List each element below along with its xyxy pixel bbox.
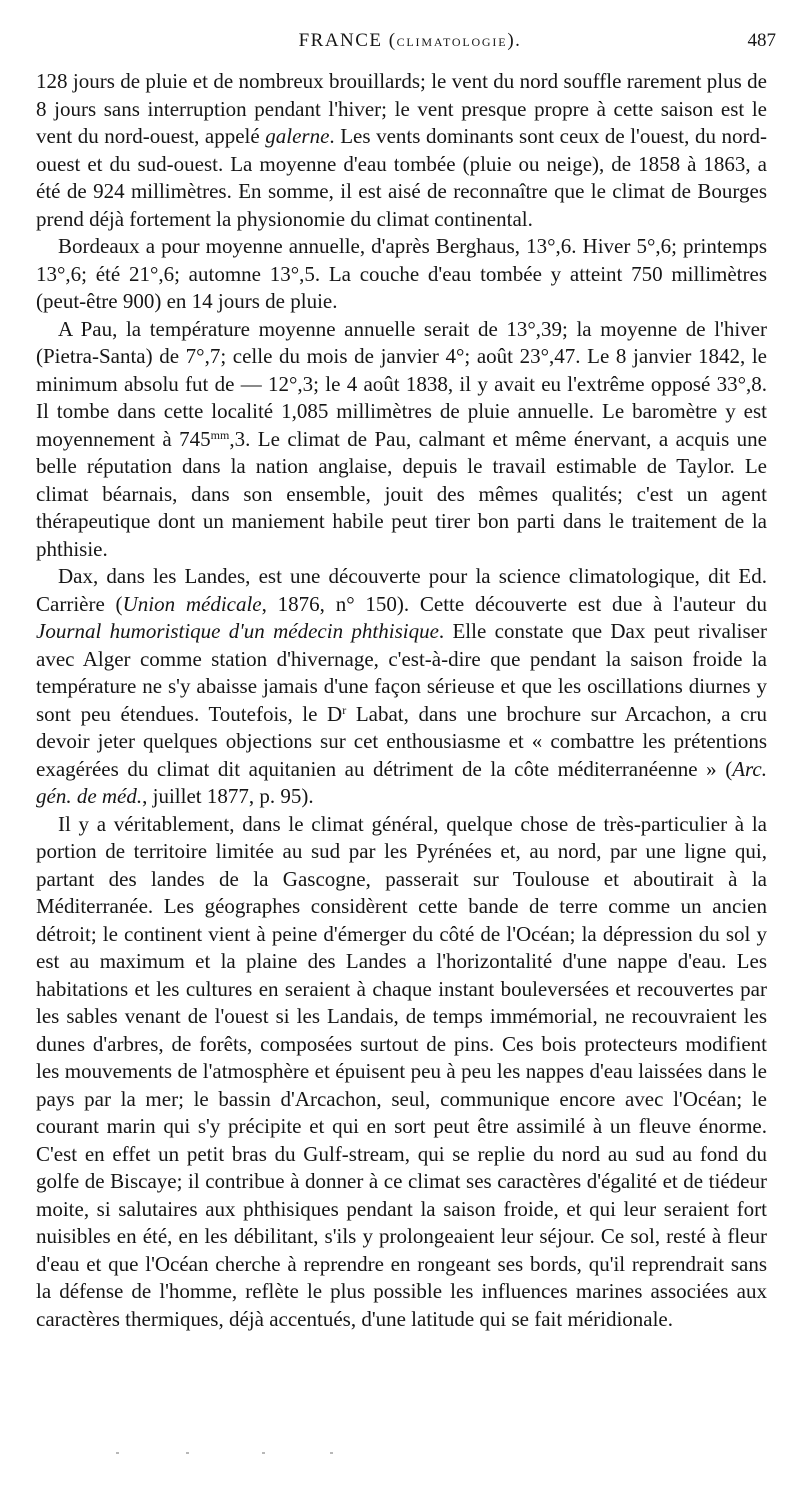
running-title-main: FRANCE ( xyxy=(298,30,397,51)
text-run: Il y a véritablement, dans le climat général, quelque chose de très-particulier à la portion de territoire limitée au sud par les Pyrénées et, au nord, par une ligne qui, partant des landes de la Gascogne, passerait sur Toulouse et aboutirait à la Méditerranée. Les géographes considèrent cette bande de terre comme un ancien détroit; le continent vient à peine d'émerger du côté de l'Océan; la dépression du sol y est au maximum et la plaine des Landes a l'horizontalité d'une nappe d'eau. Les habitations et les cultures en seraient à chaque instant bouleversées et recouvertes par les sables venant de l'ouest si les Landais, de temps immémorial, ne recouvraient les dunes d'arbres, de forêts, composées surtout de pins. Ces bois protecteurs modifient les mouvements de l'atmosphère et épuisent peu à peu les nappes d'eau laissées dans le pays par la mer; le bassin d'Arcachon, seul, communique encore avec l'Océan; le courant marin qui s'y précipite et qui en sort peut être assimilé à un fleuve énorme. C'est en effet un petit bras du Gulf-stream, qui se replie du nord au sud au fond du golfe de Biscaye; il contribue à donner à ce climat ses caractères d'égalité et de tiédeur moite, si salutaires aux phthisiques pendant la saison froide, et qui leur seraient fort nuisibles en été, en les débilitant, s'ils y prolongeaient leur séjour. Ce sol, resté à fleur d'eau et que l'Océan cherche à reprendre en rongeant ses bords, qu'il reprendrait sans la défense de l'homme, reflète le plus possible les influences marines associées aux caractères thermiques, déjà accentués, d'une latitude qui se fait méridionale. xyxy=(36,811,767,1331)
text-run: Bordeaux a pour moyenne annuelle, d'après Berghaus, 13°,6. Hiver 5°,6; printemps 13°,6; été 21°,6; automne 13°,5. La couche d'eau tombée y atteint 750 millimètres (peut-être 900) en 14 jours de pluie. xyxy=(36,234,767,313)
text-run: A Pau, la température moyenne annuelle serait de 13°,39; la moyenne de l'hiver (Pietra-Santa) de 7°,7; celle du mois de janvier 4°; août 23°,47. Le 8 janvier 1842, le minimum absolu fut de — 12°,3; le 4 août 1838, il y avait eu l'extrême opposé 33°,8. Il tombe dans cette localité 1,085 millimètres de pluie annuelle. Le baromètre y est moyennement à 745 xyxy=(36,316,767,451)
text-run: Labat, dans une brochure sur Arcachon, a cru devoir jeter quelques objections sur cet enthousiasme et « combattre les prétentions exagérées du climat dit aquitanien au détriment de la côte méditerranéenne » ( xyxy=(36,701,767,781)
italic-citation: Journal humoristique d'un médecin phthisique xyxy=(36,619,439,643)
text-run: , 1876, n° 150). Cette découverte est due à l'auteur du xyxy=(261,591,768,616)
paragraph-bordeaux xyxy=(36,233,767,316)
text-run: Dax, dans les Landes, est une découverte pour la science climatologique, dit Ed. Carrière ( xyxy=(36,564,767,616)
paragraph-dax xyxy=(36,563,767,811)
page-number: 487 xyxy=(747,30,776,51)
text-run: . Elle constate que Dax peut rivaliser avec Alger comme station d'hivernage, c'est-à-dire que pendant la saison froide la température ne s'y abaisse jamais d'une façon sérieuse et que les oscillations diurnes y sont peu étendues. Toutefois, le D xyxy=(36,619,767,726)
paragraph-pau xyxy=(36,316,767,564)
paragraph-landes xyxy=(36,811,767,1334)
italic-citation: Union médicale xyxy=(122,591,262,616)
scan-speck xyxy=(262,1452,265,1454)
text-run: 128 jours de pluie et de nombreux brouillards; le vent du nord souffle rarement plus de 8 jours sans interruption pendant l'hiver; le vent presque propre à cette saison est le vent du nord-ouest, appelé xyxy=(36,69,767,148)
text-run: ,3. Le climat de Pau, calmant et même énervant, a acquis une belle réputation dans la nation anglaise, depuis le travail estimable de Taylor. Le climat béarnais, dans son ensemble, jouit des mêmes qualités; c'est un agent thérapeutique dont un maniement habile peut tirer bon parti dans le traitement de la phthisie. xyxy=(36,426,767,561)
body-text xyxy=(36,68,767,1333)
text-run: . Les vents dominants sont ceux de l'ouest, du nord-ouest et du sud-ouest. La moyenne d'eau tombée (pluie ou neige), de 1858 à 1863, a été de 924 millimètres. En somme, il est aisé de reconnaître que le climat de Bourges prend déjà fortement la physionomie du climat continental. xyxy=(36,124,767,231)
running-title-end: ). xyxy=(507,30,522,51)
running-title xyxy=(40,30,780,52)
scan-speck xyxy=(116,1452,119,1454)
scan-speck xyxy=(330,1452,333,1454)
scan-speck xyxy=(186,1452,189,1454)
text-run: , juillet 1877, p. 95). xyxy=(142,784,314,808)
running-title-subject: CLIMATOLOGIE xyxy=(396,35,508,49)
unit-superscript: mm xyxy=(210,427,230,442)
title-superscript: r xyxy=(342,702,347,717)
running-head xyxy=(40,30,780,60)
italic-term: galerne xyxy=(265,124,330,148)
paragraph-bourges xyxy=(36,68,767,233)
italic-citation: Arc. gén. de méd. xyxy=(36,756,767,808)
